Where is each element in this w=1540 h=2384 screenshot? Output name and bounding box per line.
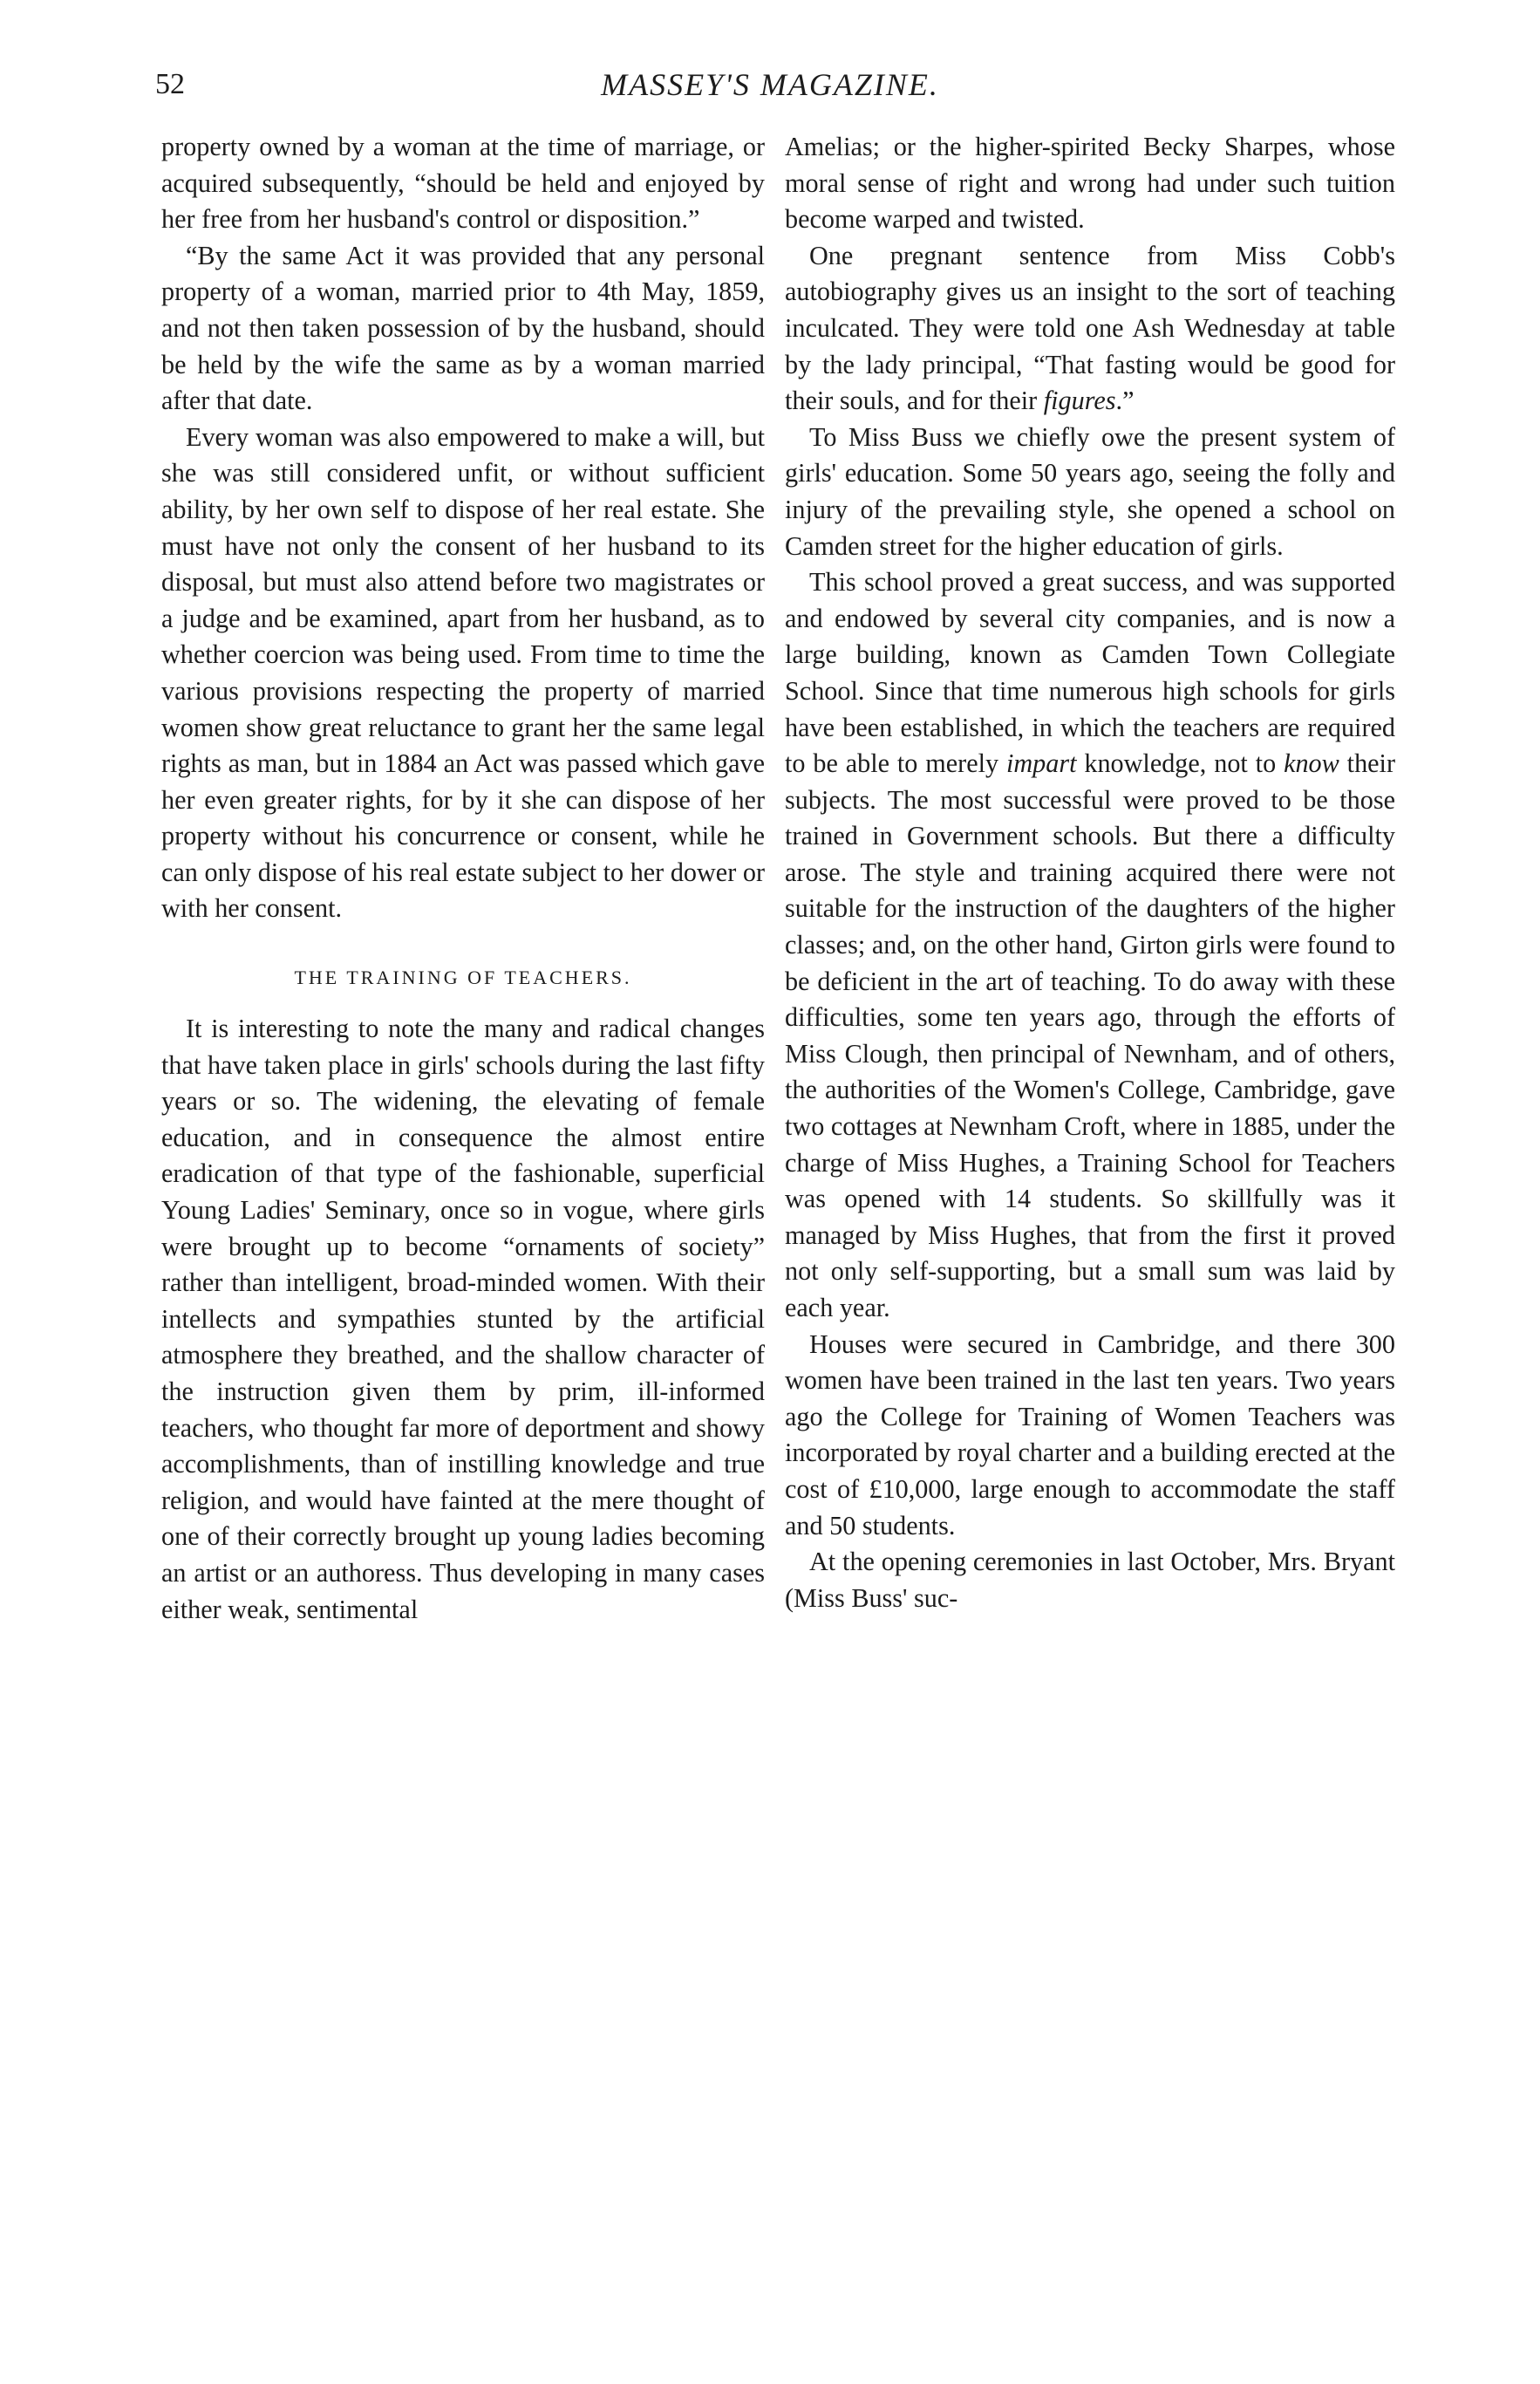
page-number: 52 bbox=[155, 68, 185, 100]
emphasis-text: impart bbox=[1005, 748, 1077, 779]
section-heading: THE TRAINING OF TEACHERS. bbox=[294, 967, 632, 989]
paragraph-text: One pregnant sentence from Miss Cobb's autobiography gives us an insight to the sort of teaching inculcated. They were told one Ash Wednesday at table by the lady principal, “That fasting would be good for their souls, and for their bbox=[785, 240, 1395, 416]
paragraph-text: their subjects. The most successful were proved to be those trained in Government schools. But there a difficulty arose. The style and training acquired there were not suitable for the instruction of the daughters of the higher classes; and, on the other hand, Girton girls were found to be deficient in the art of teaching. To do away with these difficulties, some ten years ago, through the efforts of Miss Clough, then principal of Newnham, and of others, the authorities of the Women's College, Cambridge, gave two cottages at Newnham Croft, where in 1885, under the charge of Miss Hughes, a Training School for Teachers was opened with 14 students. So skillfully was it managed by Miss Hughes, that from the first it proved not only self-supporting, but a small sum was laid by each year. bbox=[785, 748, 1395, 1322]
paragraph bbox=[785, 238, 1395, 420]
paragraph: To Miss Buss we chiefly owe the present system of girls' education. Some 50 years ago, seeing the folly and injury of the prevailing style, she opened a school on Camden street for the higher education of girls. bbox=[785, 421, 1395, 561]
paragraph-text: .” bbox=[1115, 386, 1135, 416]
paragraph bbox=[785, 564, 1395, 1326]
paragraph: property owned by a woman at the time of marriage, or acquired subsequently, “should be held and enjoyed by her free from her husband's control or disposition.” bbox=[161, 132, 765, 235]
paragraph-text: knowledge, not to bbox=[1076, 748, 1284, 779]
paragraph: Houses were secured in Cambridge, and there 300 women have been trained in the last ten years. Two years ago the College for Training of Women Teachers was incorporated by royal charter and a building erected at the cost of £10,000, large enough to accommodate the staff and 50 students. bbox=[785, 1329, 1395, 1540]
emphasis-text: know bbox=[1284, 748, 1339, 779]
paragraph: Amelias; or the higher-spirited Becky Sharpes, whose moral sense of right and wrong had under such tuition become warped and twisted. bbox=[785, 132, 1395, 235]
emphasis-text: figures bbox=[1043, 386, 1116, 416]
paragraph: Every woman was also empowered to make a will, but she was still considered unfit, or without sufficient ability, by her own self to dispose of her real estate. She must have not only the consent of her husband to its disposal, but must also attend before two magistrates or a judge and be examined, apart from her husband, as to whether coercion was being used. From time to time the various provisions respecting the property of married women show great reluctance to grant her the same legal rights as man, but in 1884 an Act was passed which gave her even greater rights, for by it she can dispose of her property without his concurrence or consent, while he can only dispose of his real estate subject to her dower or with her consent. bbox=[161, 421, 765, 924]
paragraph-text: This school proved a great success, and was supported and endowed by several city companies, and is now a large building, known as Camden Town Collegiate School. Since that time numerous high schools for girls have been established, in which the teachers are required to be able to merely bbox=[785, 567, 1395, 779]
page-header bbox=[0, 63, 1540, 106]
paragraph: At the opening ceremonies in last October, Mrs. Bryant (Miss Buss' suc- bbox=[785, 1547, 1395, 1613]
right-column bbox=[785, 129, 1395, 1616]
paragraph: “By the same Act it was provided that any personal property of a woman, married prior to 4th May, 1859, and not then taken possession of by the husband, should be held by the wife the same as by a woman married after that date. bbox=[161, 240, 765, 416]
running-title: MASSEY'S MAGAZINE. bbox=[601, 67, 939, 102]
left-column bbox=[161, 129, 765, 1628]
paragraph: It is interesting to note the many and radical changes that have taken place in girls' schools during the last fifty years or so. The widening, the elevating of female education, and in consequence the almost entire eradication of that type of the fashionable, superficial Young Ladies' Seminary, once so in vogue, where girls were brought up to become “ornaments of society” rather than intelligent, broad-minded women. With their intellects and sympathies stunted by the artificial atmosphere they breathed, and the shallow character of the instruction given them by prim, ill-informed teachers, who thought far more of deportment and showy accomplishments, than of instilling knowledge and true religion, and would have fainted at the mere thought of one of their correctly brought up young ladies becoming an artist or an authoress. Thus developing in many cases either weak, sentimental bbox=[161, 1014, 765, 1624]
